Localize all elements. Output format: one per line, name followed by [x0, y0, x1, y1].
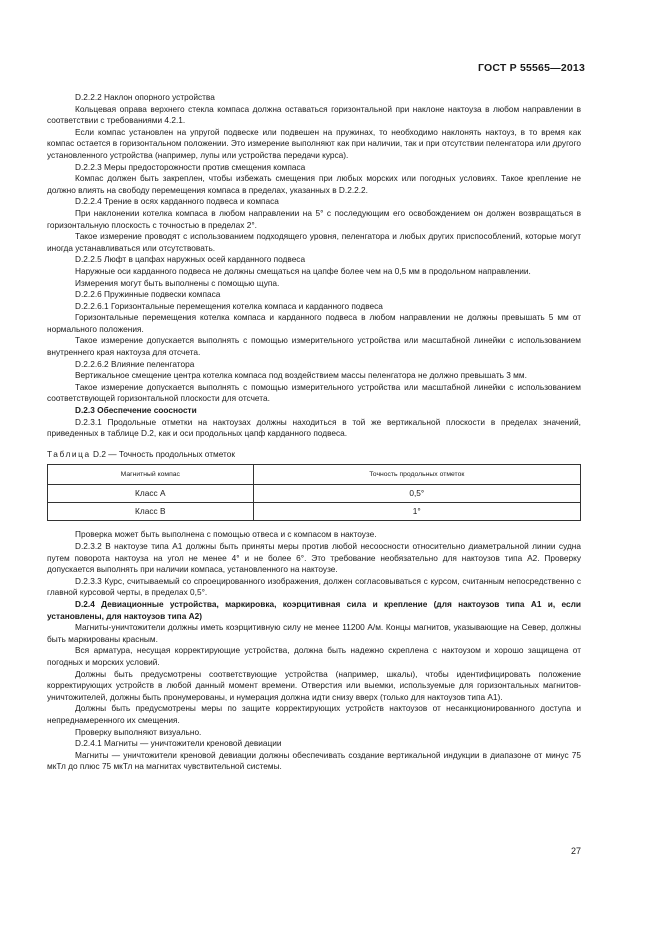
paragraph: Вертикальное смещение центра котелка компаса под воздействием массы пеленгатора не должно превышать 3 мм. — [75, 370, 527, 381]
paragraph: Если компас установлен на упругой подвеске или подвешен на пружинах, то необходимо наклонять нактоуз, в то время как компас остается в горизонтальном положении. Это измерение выполняют как при наличии, так и при отсутствии пеленгатора или другого установленного устройства (например, лупы или устройства передачи курса). — [47, 126, 581, 160]
paragraph: D.2.4 Девиационные устройства, маркировка, коэрцитивная сила и крепление (для нактоузов типа А1 и, если установлены, для нактоузов типа А2) — [47, 598, 581, 621]
section-paragraphs-bottom — [47, 529, 581, 772]
paragraph: D.2.2.4 Трение в осях карданного подвеса и компаса — [75, 196, 279, 207]
paragraph: D.2.2.3 Меры предосторожности против смещения компаса — [75, 161, 306, 172]
paragraph: Горизонтальные перемещения котелка компаса и карданного подвеса в любом направлении не должны превышать 5 мм от нормального положения. — [47, 312, 581, 334]
paragraph: D.2.2.5 Люфт в цапфах наружных осей карданного подвеса — [75, 254, 306, 265]
table-row — [48, 503, 581, 521]
paragraph: Измерения могут быть выполнены с помощью щупа. — [75, 277, 280, 288]
paragraph: Такое измерение проводят с использованием подходящего уровня, пеленгатора и любых других приспособлений, которые могут иногда устанавливаться или отсутствовать. — [47, 231, 581, 253]
paragraph: D.2.2.6.1 Горизонтальные перемещения котелка компаса и карданного подвеса — [75, 300, 383, 311]
table-header-cell: Точность продольных отметок — [253, 465, 580, 485]
paragraph: D.2.3.1 Продольные отметки на нактоузах должны находиться в той же вертикальной плоскости в пределах значений, приведенных в таблице D.2, как и оси продольных цапф карданного подвеса. — [47, 416, 581, 439]
paragraph: Компас должен быть закреплен, чтобы избежать смещения при любых морских или погодных условиях. Такое крепление не должно влиять на свободу перемещения компаса в пределах, указанных в D.2.2.2. — [47, 173, 581, 195]
table-caption-prefix: Таблица — [47, 448, 91, 459]
paragraph: Магниты-уничтожители должны иметь коэрцитивную силу не менее 11200 А/м. Концы магнитов, указывающие на Север, должны быть маркированы красным. — [47, 622, 581, 644]
paragraph: Магниты — уничтожители креновой девиации должны обеспечивать создание вертикальной индукции в диапазоне от минус 75 мкТл до плюс 75 мкТл на магнитах чувствительной системы. — [47, 749, 581, 772]
table-cell: Класс А — [48, 485, 254, 503]
paragraph: Должны быть предусмотрены соответствующие устройства (например, шкалы), чтобы идентифицировать положение корректирующих устройств в любой данный момент времени. Отверстия или выемки, используемые для горизонтальных магнитов-уничтожителей, должны быть пронумерованы, и нумерация должна идти снизу вверх (только для нактоузов типа А1). — [47, 668, 581, 702]
paragraph: Проверка может быть выполнена с помощью отвеса и с компасом в нактоузе. — [75, 529, 377, 540]
table-header-cell: Магнитный компас — [48, 465, 254, 485]
table-row — [48, 485, 581, 503]
paragraph: D.2.3 Обеспечение соосности — [75, 405, 197, 416]
paragraph: Должны быть предусмотрены меры по защите корректирующих устройств нактоузов от несанкционированного доступа и непреднамеренного их смещения. — [47, 703, 581, 725]
paragraph: D.2.2.6 Пружинные подвески компаса — [75, 289, 221, 300]
paragraph: D.2.2.6.2 Влияние пеленгатора — [75, 358, 195, 369]
table-header-row — [48, 465, 581, 485]
section-paragraphs-top — [47, 92, 581, 440]
paragraph: Кольцевая оправа верхнего стекла компаса должна оставаться горизонтальной при наклоне нактоуза в любом направлении в соответствии с требованиями 4.2.1. — [47, 103, 581, 126]
paragraph: При наклонении котелка компаса в любом направлении на 5° с последующим его освобождением он должен возвращаться в горизонтальную плоскость с точностью в пределах 2°. — [47, 207, 581, 230]
table-caption — [47, 449, 581, 461]
paragraph: D.2.3.3 Курс, считываемый со спроецированного изображения, должен согласовываться с курсом, считанным непосредственно с главной курсовой черты, в пределах 0,5°. — [47, 575, 581, 598]
table-cell: 0,5° — [253, 485, 580, 503]
table-cell: Класс В — [48, 503, 254, 521]
paragraph: Вся арматура, несущая корректирующие устройства, должна быть надежно скреплена с нактоузом и хорошо защищена от погодных и морских условий. — [47, 645, 581, 667]
document-body — [47, 92, 581, 773]
paragraph: D.2.2.2 Наклон опорного устройства — [75, 92, 215, 102]
paragraph: D.2.4.1 Магниты — уничтожители креновой девиации — [75, 738, 282, 749]
paragraph: Такое измерение допускается выполнять с помощью измерительного устройства или масштабной линейки с использованием внутреннего края нактоуза для отсчета. — [47, 335, 581, 358]
paragraph: Проверку выполняют визуально. — [75, 726, 202, 737]
table-cell: 1° — [253, 503, 580, 521]
paragraph: Такое измерение допускается выполнять с помощью измерительного устройства или масштабной линейки с использованием соответствующей горизонтальной плоскости для отсчета. — [47, 381, 581, 404]
paragraph: D.2.3.2 В нактоузе типа А1 должны быть приняты меры против любой несоосности относительно диаметральной линии судна путем поворота нактоуза на угол не менее 4° и не более 6°. Это требование необязательно для нактоузов типа А2. Проверку допускается выполнять при наличии компаса, установленного на нактоузе. — [47, 541, 581, 575]
table-caption-title: D.2 — Точность продольных отметок — [93, 448, 236, 459]
accuracy-table — [47, 464, 581, 521]
standard-number: ГОСТ Р 55565—2013 — [477, 62, 585, 74]
paragraph: Наружные оси карданного подвеса не должны смещаться на цапфе более чем на 0,5 мм в продольном направлении. — [75, 265, 531, 276]
page-number: 27 — [570, 846, 581, 856]
